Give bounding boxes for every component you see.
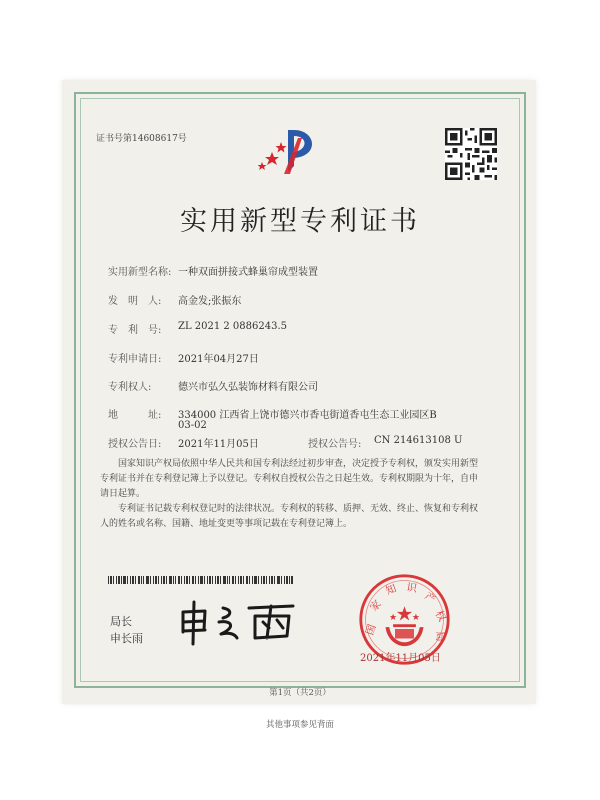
field-label-address: 地 址: [108,410,162,421]
announce-date-label: 授权公告日: [108,439,162,450]
signature-icon [175,598,305,648]
field-value-address: 334000 江西省上饶市德兴市香屯街道香屯生态工业园区B [178,410,437,421]
field-label-inventor: 发 明 人: [108,296,162,307]
director-title: 局长 [110,615,132,628]
certificate-number: 证书号第14608617号 [96,134,187,144]
svg-text:家: 家 [367,598,384,614]
svg-text:知: 知 [384,582,399,598]
field-value-address-line2: 03-02 [178,420,207,431]
field-label-filing-date: 专利申请日: [108,354,162,365]
svg-text:识: 识 [405,581,418,595]
svg-text:国: 国 [363,622,379,637]
seal-date: 2021年11月05日 [360,653,441,664]
director-name: 申长雨 [110,632,143,645]
announce-number-value: CN 214613108 U [374,435,463,446]
qr-code-icon [445,128,497,180]
field-value-inventor: 高金发;张振东 [178,296,242,307]
statement-paragraph-1: 国家知识产权局依照中华人民共和国专利法经过初步审查，决定授予专利权，颁发实用新型专利证书并在专利登记簿上予以登记。专利权自授权公告之日起生效。专利权期限为十年，自申请日起算。 [100,459,479,499]
page-indicator: 第1页（共2页） [269,688,331,698]
footer-note: 其他事项参见背面 [265,720,334,730]
svg-text:产: 产 [422,590,438,606]
announce-number-label: 授权公告号: [308,439,362,450]
certificate-title: 实用新型专利证书 [180,206,420,237]
barcode-icon [108,576,293,584]
field-value-filing-date: 2021年04月27日 [178,354,259,365]
svg-text:权: 权 [432,608,449,624]
announce-date-value: 2021年11月05日 [178,439,259,450]
svg-text:局: 局 [433,630,447,643]
field-value-name: 一种双面拼接式蜂巢帘成型装置 [178,267,318,278]
field-label-patent-no: 专 利 号: [108,325,162,336]
field-label-name: 实用新型名称: [108,267,172,278]
field-value-patentee: 德兴市弘久弘装饰材料有限公司 [178,382,318,393]
field-label-patentee: 专利权人: [108,382,152,393]
statement-paragraph-2: 专利证书记载专利权登记时的法律状况。专利权的转移、质押、无效、终止、恢复和专利权人的姓名或名称、国籍、地址变更等事项记载在专利登记簿上。 [100,504,479,529]
field-value-patent-no: ZL 2021 2 0886243.5 [178,321,288,332]
cnipa-logo-icon [258,116,328,178]
